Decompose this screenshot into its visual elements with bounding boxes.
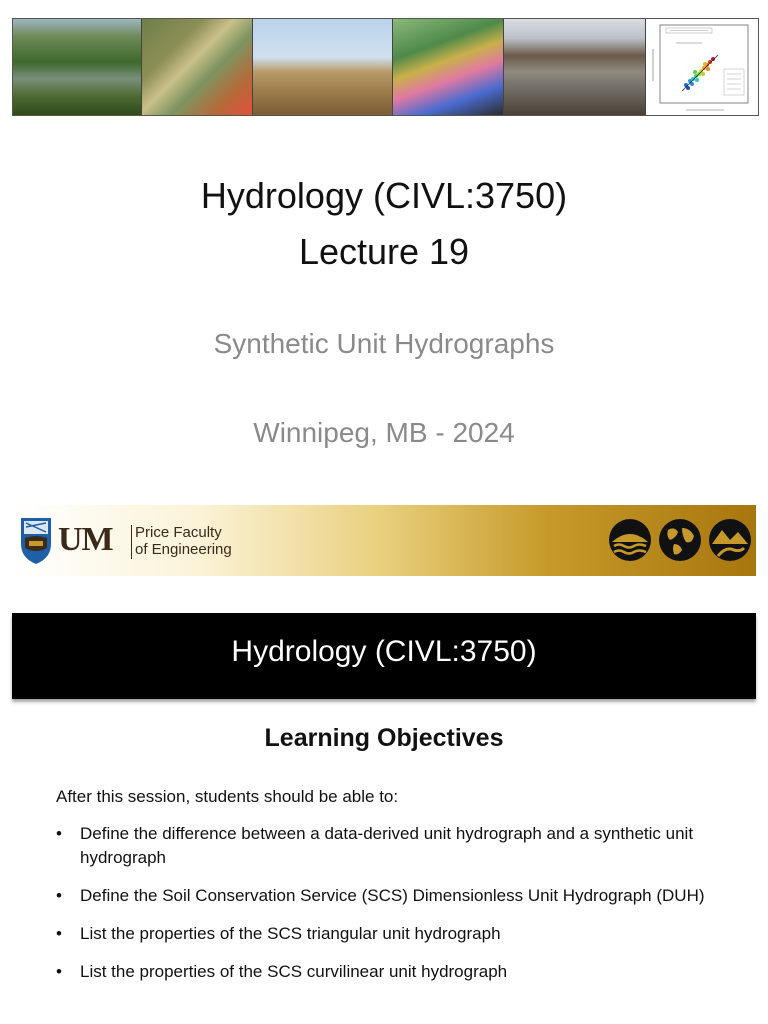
peak-flow-scatter-plot xyxy=(646,19,758,115)
lecture-location-date: Winnipeg, MB - 2024 xyxy=(253,417,515,448)
objective-text: Define the Soil Conservation Service (SCS) Dimensionless Unit Hydrograph (DUH) xyxy=(80,886,705,905)
3d-terrain-model xyxy=(393,19,504,115)
list-item xyxy=(56,822,736,870)
globe-emblem-icon xyxy=(658,518,702,562)
bullet-icon: • xyxy=(56,924,62,943)
lecture-number: Lecture 19 xyxy=(298,231,470,272)
list-item xyxy=(56,960,736,984)
field-instruments-photo xyxy=(253,19,393,115)
bullet-icon: • xyxy=(56,962,62,981)
river-photo xyxy=(13,19,142,115)
faculty-name-line2: of Engineering xyxy=(135,541,232,558)
bullet-icon: • xyxy=(56,886,62,905)
list-item xyxy=(56,884,736,908)
department-emblems xyxy=(608,518,752,562)
header-photo-strip xyxy=(12,18,759,116)
objective-text: List the properties of the SCS triangular unit hydrograph xyxy=(80,924,501,943)
watershed-map xyxy=(142,19,254,115)
section-title-bar xyxy=(12,613,756,699)
objectives-intro: After this session, students should be able to: xyxy=(56,787,399,806)
water-emblem-icon xyxy=(608,518,652,562)
learning-objectives-heading: Learning Objectives xyxy=(264,724,504,752)
faculty-name-line1: Price Faculty xyxy=(135,524,222,541)
logo-divider xyxy=(131,525,132,559)
objectives-list xyxy=(56,822,736,998)
faculty-name xyxy=(135,524,232,558)
mountain-river-emblem-icon xyxy=(708,518,752,562)
university-crest-icon xyxy=(17,514,55,566)
lecture-course-title: Hydrology (CIVL:3750) xyxy=(200,175,568,216)
bullet-icon: • xyxy=(56,824,62,843)
um-logo-text: UM xyxy=(58,521,113,558)
faculty-banner xyxy=(12,505,756,576)
objective-text: Define the difference between a data-derived unit hydrograph and a synthetic unit hydrograph xyxy=(80,824,694,867)
list-item xyxy=(56,922,736,946)
flooded-river-photo xyxy=(504,19,647,115)
objective-text: List the properties of the SCS curvilinear unit hydrograph xyxy=(80,962,508,981)
lecture-subtitle: Synthetic Unit Hydrographs xyxy=(213,328,555,359)
section-title: Hydrology (CIVL:3750) xyxy=(231,635,537,668)
